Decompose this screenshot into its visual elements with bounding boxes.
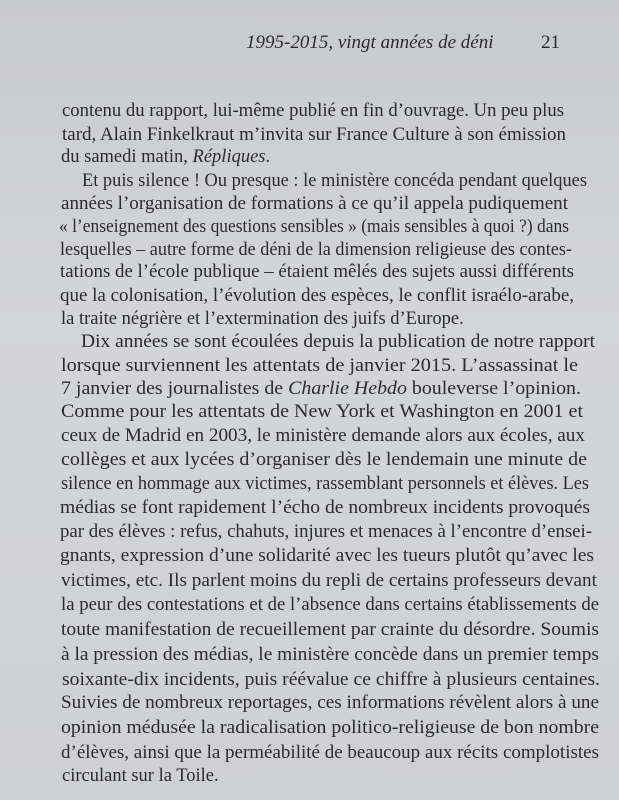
text-line: médias se font rapidement l’écho de nombreux incidents provoqués <box>60 498 591 518</box>
text-line: toute manifestation de recueillement par crainte du désordre. Soumis <box>61 620 600 640</box>
text-line: « l’enseignement des questions sensibles » (mais sensibles à quoi ?) dans <box>59 217 569 237</box>
text-line: Suivies de nombreux reportages, ces informations révèlent alors à une <box>61 693 600 713</box>
text-line: contenu du rapport, lui-même publié en fin d’ouvrage. Un peu plus <box>62 101 565 121</box>
text-line: gnants, expression d’une solidarité avec les tueurs plutôt qu’avec les <box>60 546 595 566</box>
text-line: par des élèves : refus, chahuts, injures et menaces à l’encontre d’ensei- <box>60 522 593 542</box>
text-line: Et puis silence ! Ou presque : le ministère concéda pendant quelques <box>82 171 587 191</box>
running-title: 1995-2015, vingt années de déni <box>246 32 494 53</box>
text-line: du samedi matin, Répliques. <box>61 147 271 167</box>
text-line: lorsque surviennent les attentats de janvier 2015. L’assassinat le <box>61 356 579 376</box>
text-line: 7 janvier des journalistes de Charlie Hebdo bouleverse l’opinion. <box>61 379 581 399</box>
page-number: 21 <box>541 32 560 53</box>
text-line: Comme pour les attentats de New York et Washington en 2001 et <box>61 402 584 422</box>
text-line: collèges et aux lycées d’organiser dès le lendemain une minute de <box>61 450 588 470</box>
text-line: que la colonisation, l’évolution des espèces, le conflit israélo-arabe, <box>60 286 574 306</box>
text-line: Dix années se sont écoulées depuis la publication de notre rapport <box>81 332 596 352</box>
text-line: la traite négrière et l’extermination des juifs d’Europe. <box>61 309 464 329</box>
text-line: la peur des contestations et de l’absence dans certains établissements de <box>61 595 600 615</box>
text-line: silence en hommage aux victimes, rassemblant personnels et élèves. Les <box>61 474 590 494</box>
text-line: circulant sur la Toile. <box>62 766 219 786</box>
text-line: ceux de Madrid en 2003, le ministère demande alors aux écoles, aux <box>61 426 585 446</box>
text-line: tations de l’école publique – étaient mêlés des sujets aussi différents <box>60 262 575 282</box>
text-line: victimes, etc. Ils parlent moins du repli de certains professeurs devant <box>61 571 598 591</box>
text-line: années l’organisation de formations à ce qu’il appela pudiquement <box>61 194 569 214</box>
text-line: opinion médusée la radicalisation politico-religieuse de bon nombre <box>61 718 600 738</box>
text-line: lesquelles – autre forme de déni de la dimension religieuse des contes- <box>60 240 572 260</box>
text-line: tard, Alain Finkelkraut m’invita sur France Culture à son émission <box>62 125 567 145</box>
text-line: à la pression des médias, le ministère concède dans un premier temps <box>61 645 599 665</box>
text-line: soixante-dix incidents, puis réévalue ce chiffre à plusieurs centaines. <box>62 670 600 690</box>
text-line: d’élèves, ainsi que la perméabilité de beaucoup aux récits complotistes <box>61 743 599 763</box>
